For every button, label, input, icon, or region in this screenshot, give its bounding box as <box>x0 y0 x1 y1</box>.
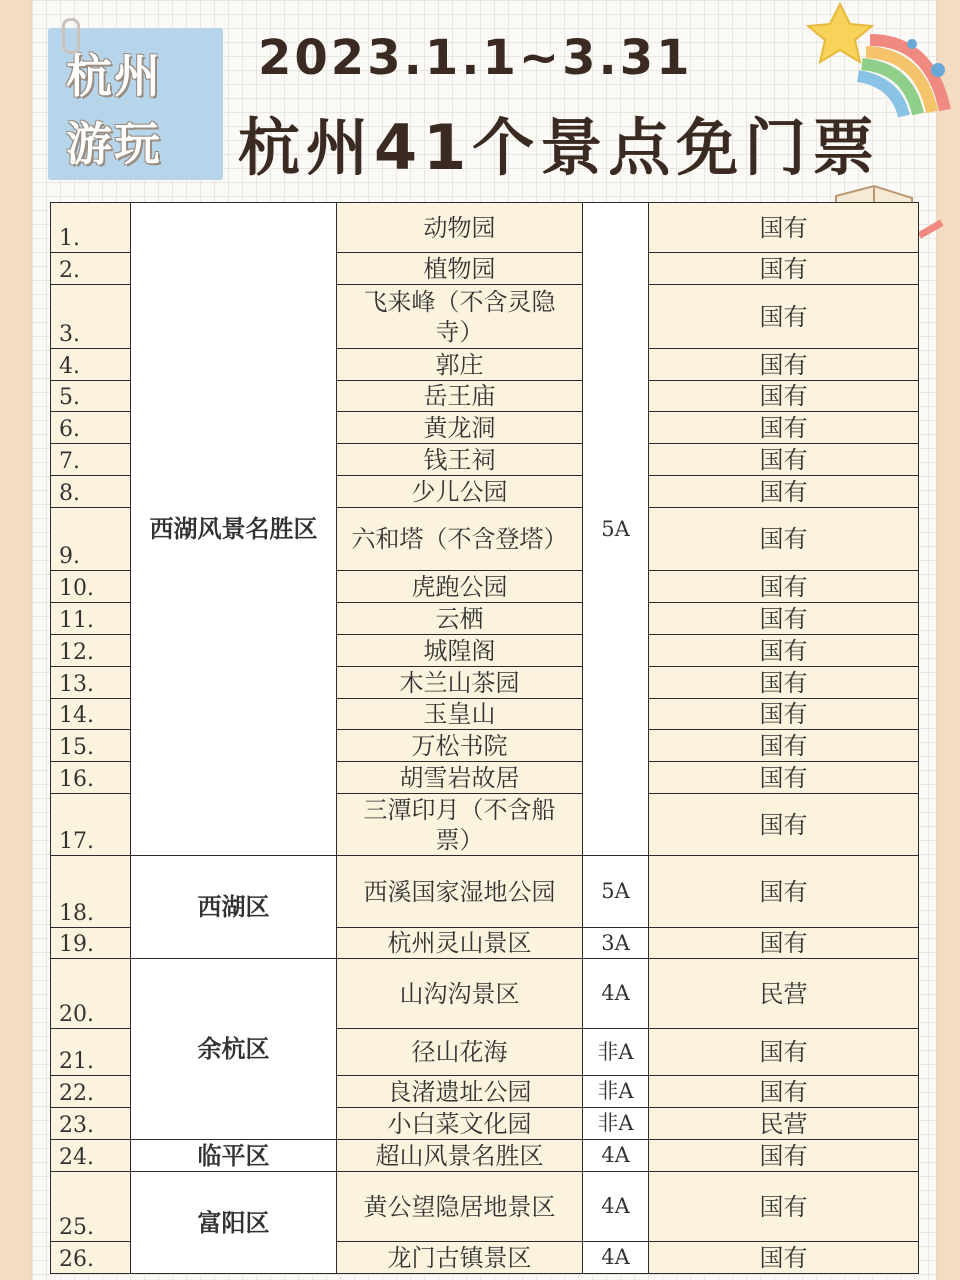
badge-line-1: 杭州 <box>66 49 162 103</box>
table-row <box>51 959 919 1029</box>
ownership-cell: 国有 <box>649 381 919 412</box>
ownership-cell: 国有 <box>649 928 919 959</box>
row-number: 22. <box>51 1076 131 1108</box>
spot-name: 黄龙洞 <box>337 412 583 444</box>
row-number: 16. <box>51 762 131 794</box>
row-number: 7. <box>51 444 131 476</box>
ownership-cell: 国有 <box>649 603 919 635</box>
spot-name: 云栖 <box>337 603 583 635</box>
scenic-spot-table <box>50 202 919 1274</box>
row-number: 11. <box>51 603 131 635</box>
row-number: 21. <box>51 1029 131 1076</box>
district-cell: 临平区 <box>131 1140 337 1172</box>
badge-line-2: 游玩 <box>66 117 162 171</box>
table-row <box>51 203 919 253</box>
row-number: 8. <box>51 476 131 508</box>
row-number: 23. <box>51 1108 131 1140</box>
spot-name: 飞来峰（不含灵隐寺） <box>337 285 583 349</box>
table-row <box>51 1172 919 1242</box>
ownership-cell: 国有 <box>649 253 919 285</box>
spot-name: 少儿公园 <box>337 476 583 508</box>
ownership-cell: 国有 <box>649 1140 919 1172</box>
row-number: 10. <box>51 571 131 603</box>
ownership-cell: 国有 <box>649 1242 919 1274</box>
grade-cell: 4A <box>583 959 649 1029</box>
row-number: 24. <box>51 1140 131 1172</box>
page-title: 杭州41个景点免门票 <box>238 111 881 184</box>
grade-cell: 5A <box>583 203 649 856</box>
row-number: 15. <box>51 730 131 762</box>
spot-name: 良渚遗址公园 <box>337 1076 583 1108</box>
ownership-cell: 国有 <box>649 856 919 928</box>
grade-cell: 非A <box>583 1108 649 1140</box>
ownership-cell: 国有 <box>649 571 919 603</box>
row-number: 25. <box>51 1172 131 1242</box>
date-range: 2023.1.1~3.31 <box>258 30 693 86</box>
ownership-cell: 国有 <box>649 476 919 508</box>
row-number: 2. <box>51 253 131 285</box>
spot-name: 径山花海 <box>337 1029 583 1076</box>
grade-cell: 非A <box>583 1029 649 1076</box>
row-number: 26. <box>51 1242 131 1274</box>
spot-name: 郭庄 <box>337 349 583 381</box>
ownership-cell: 国有 <box>649 444 919 476</box>
spot-name: 动物园 <box>337 203 583 253</box>
spot-name: 龙门古镇景区 <box>337 1242 583 1274</box>
spot-name: 黄公望隐居地景区 <box>337 1172 583 1242</box>
spot-name: 胡雪岩故居 <box>337 762 583 794</box>
spot-name: 三潭印月（不含船票） <box>337 794 583 856</box>
spot-name: 城隍阁 <box>337 635 583 667</box>
spot-name: 杭州灵山景区 <box>337 928 583 959</box>
row-number: 5. <box>51 381 131 412</box>
district-cell: 西湖区 <box>131 856 337 959</box>
ownership-cell: 国有 <box>649 508 919 571</box>
table-row <box>51 856 919 928</box>
ownership-cell: 国有 <box>649 285 919 349</box>
spot-name: 岳王庙 <box>337 381 583 412</box>
district-cell: 富阳区 <box>131 1172 337 1274</box>
spot-name: 万松书院 <box>337 730 583 762</box>
ownership-cell: 国有 <box>649 1029 919 1076</box>
row-number: 18. <box>51 856 131 928</box>
grade-cell: 5A <box>583 856 649 928</box>
spot-name: 超山风景名胜区 <box>337 1140 583 1172</box>
spot-name: 六和塔（不含登塔） <box>337 508 583 571</box>
table-body <box>51 203 919 1274</box>
row-number: 19. <box>51 928 131 959</box>
spot-name: 植物园 <box>337 253 583 285</box>
row-number: 9. <box>51 508 131 571</box>
row-number: 1. <box>51 203 131 253</box>
binder-ring-icon <box>62 18 80 54</box>
ownership-cell: 国有 <box>649 794 919 856</box>
ownership-cell: 民营 <box>649 959 919 1029</box>
spot-name: 山沟沟景区 <box>337 959 583 1029</box>
ownership-cell: 国有 <box>649 1076 919 1108</box>
district-cell: 余杭区 <box>131 959 337 1140</box>
ownership-cell: 国有 <box>649 1172 919 1242</box>
ownership-cell: 国有 <box>649 203 919 253</box>
row-number: 6. <box>51 412 131 444</box>
spot-name: 小白菜文化园 <box>337 1108 583 1140</box>
spot-name: 玉皇山 <box>337 699 583 730</box>
spot-name: 钱王祠 <box>337 444 583 476</box>
spot-name: 虎跑公园 <box>337 571 583 603</box>
row-number: 17. <box>51 794 131 856</box>
ownership-cell: 国有 <box>649 730 919 762</box>
row-number: 14. <box>51 699 131 730</box>
ownership-cell: 民营 <box>649 1108 919 1140</box>
ownership-cell: 国有 <box>649 635 919 667</box>
row-number: 3. <box>51 285 131 349</box>
row-number: 20. <box>51 959 131 1029</box>
grade-cell: 4A <box>583 1140 649 1172</box>
ownership-cell: 国有 <box>649 412 919 444</box>
grade-cell: 4A <box>583 1172 649 1242</box>
spot-name: 西溪国家湿地公园 <box>337 856 583 928</box>
ownership-cell: 国有 <box>649 762 919 794</box>
ownership-cell: 国有 <box>649 349 919 381</box>
district-cell: 西湖风景名胜区 <box>131 203 337 856</box>
row-number: 12. <box>51 635 131 667</box>
row-number: 4. <box>51 349 131 381</box>
grade-cell: 非A <box>583 1076 649 1108</box>
grade-cell: 4A <box>583 1242 649 1274</box>
row-number: 13. <box>51 667 131 699</box>
spot-name: 木兰山茶园 <box>337 667 583 699</box>
ownership-cell: 国有 <box>649 667 919 699</box>
grade-cell: 3A <box>583 928 649 959</box>
table-row <box>51 1140 919 1172</box>
ownership-cell: 国有 <box>649 699 919 730</box>
